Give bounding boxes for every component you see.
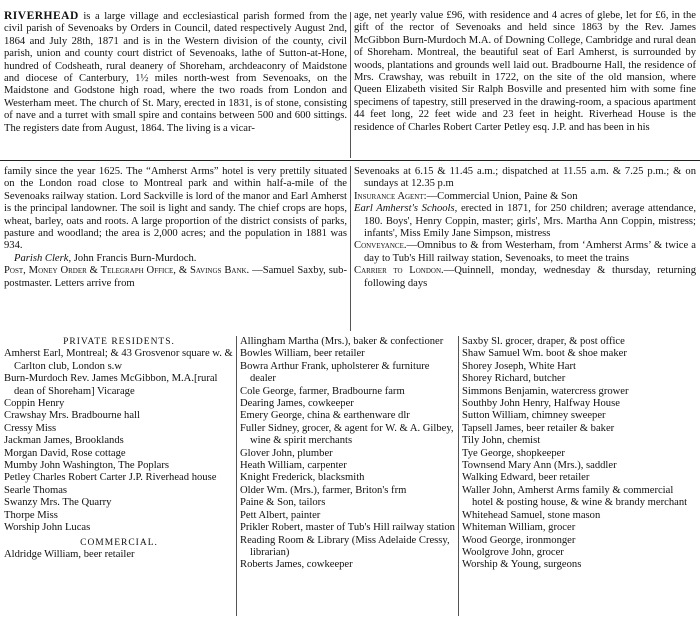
insurance-line bbox=[354, 191, 696, 203]
commercial-entry: Older Wm. (Mrs.), farmer, Briton's frm bbox=[240, 484, 407, 496]
commercial-entry: Woolgrove John, grocer bbox=[462, 546, 564, 558]
parish-clerk-label: Parish Clerk, bbox=[14, 252, 72, 264]
place-title: RIVERHEAD bbox=[4, 10, 79, 22]
letters-schedule: Sevenoaks at 6.15 & 11.45 a.m.; dispatched at 11.55 a.m. & 7.25 p.m.; & on sundays at 12.35 p.m bbox=[354, 166, 696, 190]
resident-entry: Burn-Murdoch Rev. James McGibbon, M.A.[rural dean of Shoreham] Vicarage bbox=[4, 373, 218, 397]
commercial-entry: Shaw Samuel Wm. boot & shoe maker bbox=[462, 348, 627, 360]
post-office-paragraph bbox=[4, 265, 347, 290]
parish-clerk-line bbox=[4, 253, 347, 265]
commercial-entry: Paine & Son, tailors bbox=[240, 497, 326, 509]
commercial-entry: Whitehead Samuel, stone mason bbox=[462, 509, 601, 521]
commercial-entry: Townsend Mary Ann (Mrs.), saddler bbox=[462, 460, 617, 472]
carrier-text: —Quinnell, monday, wednesday & thursday, returning following days bbox=[364, 265, 696, 289]
resident-entry: Petley Charles Robert Carter J.P. Riverhead house bbox=[4, 472, 217, 484]
commercial-entry: Whiteman William, grocer bbox=[462, 522, 576, 534]
schools-text: erected in 1871, for 250 children; average attendance, 180. Boys', Henry Coppin, master; girls', Mrs. Martha Ann Coppin, mistress; infants', Miss Emily Jane Simpson, mistress bbox=[364, 203, 696, 240]
commercial-entry: Tye George, shopkeeper bbox=[462, 447, 565, 459]
commercial-entry: Emery George, china & earthenware dlr bbox=[240, 410, 410, 422]
commercial-entry: Dearing James, cowkeeper bbox=[240, 398, 354, 410]
resident-entry: Mumby John Washington, The Poplars bbox=[4, 460, 170, 472]
post-office-text: —Samuel Saxby, sub-postmaster. Letters arrive from bbox=[4, 265, 347, 289]
conveyance-text: —Omnibus to & from Westerham, from ‘Amherst Arms’ & twice a day to Tub's Hill railway station, Sevenoaks, to meet the trains bbox=[364, 240, 696, 264]
resident-entry: Thorpe Miss bbox=[4, 509, 58, 521]
commercial-entry: Aldridge William, beer retailer bbox=[4, 548, 135, 560]
column-rule-top bbox=[350, 12, 351, 158]
intro-left-column bbox=[4, 10, 347, 135]
conveyance-line bbox=[354, 240, 696, 265]
residents-column bbox=[4, 336, 234, 561]
resident-entry: Searle Thomas bbox=[4, 484, 68, 496]
intro-continued-text: age, net yearly value £96, with residence and 4 acres of glebe, let for £6, in the gift of the rector of Sevenoaks and held since 1863 by the Rev. James McGibbon Burn-Murdoch M.A. of Downing College, Cambridge and rural dean of Shoreham. Montreal, the beautiful seat of Earl Amherst, is surrounded by woods, plantations and grounds well laid out. Bradbourne Hall, the residence of Mrs. Crawshay, was rebuilt in 1722, on the site of the old mansion, where Queen Elizabeth visited Sir Ralph Bosville and presented him with some fine specimens of tapestry, still preserved in the drawing-room, a spacious apartment 44 feet long, 22 feet wide and 23 feet in height. Riverhead House is the residence of Charles Robert Carter Petley esq. J.P. and has been in his bbox=[354, 10, 696, 133]
resident-entry: Cressy Miss bbox=[4, 422, 57, 434]
commercial-entry: Cole George, farmer, Bradbourne farm bbox=[240, 385, 405, 397]
commercial-entry: Heath William, carpenter bbox=[240, 460, 347, 472]
insurance-label: Insurance Agent bbox=[354, 190, 424, 202]
commercial-entry: Sutton William, chimney sweeper bbox=[462, 410, 606, 422]
commercial-entry: Bowra Arthur Frank, upholsterer & furniture dealer bbox=[240, 360, 430, 385]
intro-text: is a large village and ecclesiastical parish formed from the civil parish of Sevenoaks by Orders in Council, dated respectively August 2nd, 1864 and July 28th, 1871 and is in the Western division of the county, civil parish, union and county court district of Sevenoaks, lathe of Sutton-at-Hone, hundred of Codsheath, rural deanery of Shoreham, archdeaconry of Maidstone and diocese of Canterbury, 1½ miles north-west from Sevenoaks, on the Maidstone and Godstone high road, where the two roads from London and Westerham meet. The church of St. Mary, erected in 1831, is of stone, consisting of nave and a turret with small spire and contains between 500 and 600 sittings. The registers date from August, 1864. The living is a vicar- bbox=[4, 11, 347, 134]
commercial-entry: Allingham Martha (Mrs.), baker & confectioner bbox=[240, 336, 444, 347]
commercial-entry: Walking Edward, beer retailer bbox=[462, 472, 590, 484]
resident-entry: Coppin Henry bbox=[4, 398, 65, 410]
schools-line bbox=[354, 203, 696, 240]
commercial-entry: Southby John Henry, Halfway House bbox=[462, 398, 620, 410]
intro-right-column bbox=[354, 10, 696, 134]
intro-paragraph bbox=[4, 10, 347, 135]
history-paragraph: family since the year 1625. The “Amherst Arms” hotel is very prettily situated on the London road close to Montreal park and within half-a-mile of the Sevenoaks railway station. Lord Sackville is lord of the manor and Earl Amherst is the principal landowner. The soil is light and sandy. The chief crops are hops, wheat, barley, oats and roots. A large proportion of the district consists of parks, pasture and woodland; the area is 2,000 acres; and the population in 1881 was 934. bbox=[4, 166, 347, 252]
commercial-entry: Worship & Young, surgeons bbox=[462, 559, 582, 571]
resident-entry: Jackman James, Brooklands bbox=[4, 435, 124, 447]
private-residents-heading: PRIVATE RESIDENTS. bbox=[63, 337, 175, 347]
commercial-entry: Tily John, chemist bbox=[462, 435, 541, 447]
commercial-column-3 bbox=[462, 336, 696, 572]
commercial-entry: Glover John, plumber bbox=[240, 447, 333, 459]
commercial-entry: Reading Room & Library (Miss Adelaide Cressy, librarian) bbox=[240, 534, 450, 558]
insurance-text: :—Commercial Union, Paine & Son bbox=[423, 190, 578, 202]
resident-entry: Crawshay Mrs. Bradbourne hall bbox=[4, 410, 140, 422]
list-rule-1 bbox=[236, 336, 237, 616]
commercial-entry: Saxby Sl. grocer, draper, & post office bbox=[462, 336, 625, 347]
carrier-label: Carrier to London. bbox=[354, 265, 444, 277]
details-right-column bbox=[354, 166, 696, 290]
commercial-entry: Wood George, ironmonger bbox=[462, 534, 576, 546]
commercial-entry: Shorey Joseph, White Hart bbox=[462, 360, 576, 372]
conveyance-label: Conveyance. bbox=[354, 240, 407, 252]
commercial-list-start bbox=[4, 549, 234, 561]
resident-entry: Swanzy Mrs. The Quarry bbox=[4, 497, 112, 509]
parish-clerk-name: John Francis Burn-Murdoch. bbox=[71, 252, 197, 264]
commercial-heading: COMMERCIAL. bbox=[80, 537, 158, 548]
commercial-entry: Simmons Benjamin, watercress grower bbox=[462, 385, 629, 397]
commercial-entry: Tapsell James, beer retailer & baker bbox=[462, 422, 615, 434]
section-divider bbox=[0, 160, 700, 161]
list-rule-2 bbox=[458, 336, 459, 616]
carrier-line bbox=[354, 265, 696, 290]
commercial-entry: Waller John, Amherst Arms family & commercial hotel & posting house, & wine & brandy merchant bbox=[462, 484, 688, 509]
resident-entry: Worship John Lucas bbox=[4, 522, 91, 534]
commercial-entry: Fuller Sidney, grocer, & agent for W. & A. Gilbey, wine & spirit merchants bbox=[240, 422, 454, 447]
column-rule-middle bbox=[350, 166, 351, 331]
details-left-column bbox=[4, 166, 347, 290]
resident-entry: Amherst Earl, Montreal; & 43 Grosvenor square w. & Carlton club, London s.w bbox=[4, 348, 233, 372]
commercial-entry: Pett Albert, painter bbox=[240, 509, 321, 521]
commercial-entry: Shorey Richard, butcher bbox=[462, 373, 566, 385]
commercial-column-2 bbox=[240, 336, 455, 572]
commercial-entry: Prikler Robert, master of Tub's Hill railway station bbox=[240, 522, 455, 534]
commercial-entry: Knight Frederick, blacksmith bbox=[240, 472, 365, 484]
resident-entry: Morgan David, Rose cottage bbox=[4, 447, 126, 459]
schools-label: Earl Amherst's Schools, bbox=[354, 203, 458, 215]
post-office-label: Post, Money Order & Telegraph Office, & Savings Bank. bbox=[4, 265, 250, 277]
commercial-entry: Roberts James, cowkeeper bbox=[240, 559, 353, 571]
commercial-entry: Bowles William, beer retailer bbox=[240, 348, 365, 360]
private-residents-list bbox=[4, 348, 234, 534]
